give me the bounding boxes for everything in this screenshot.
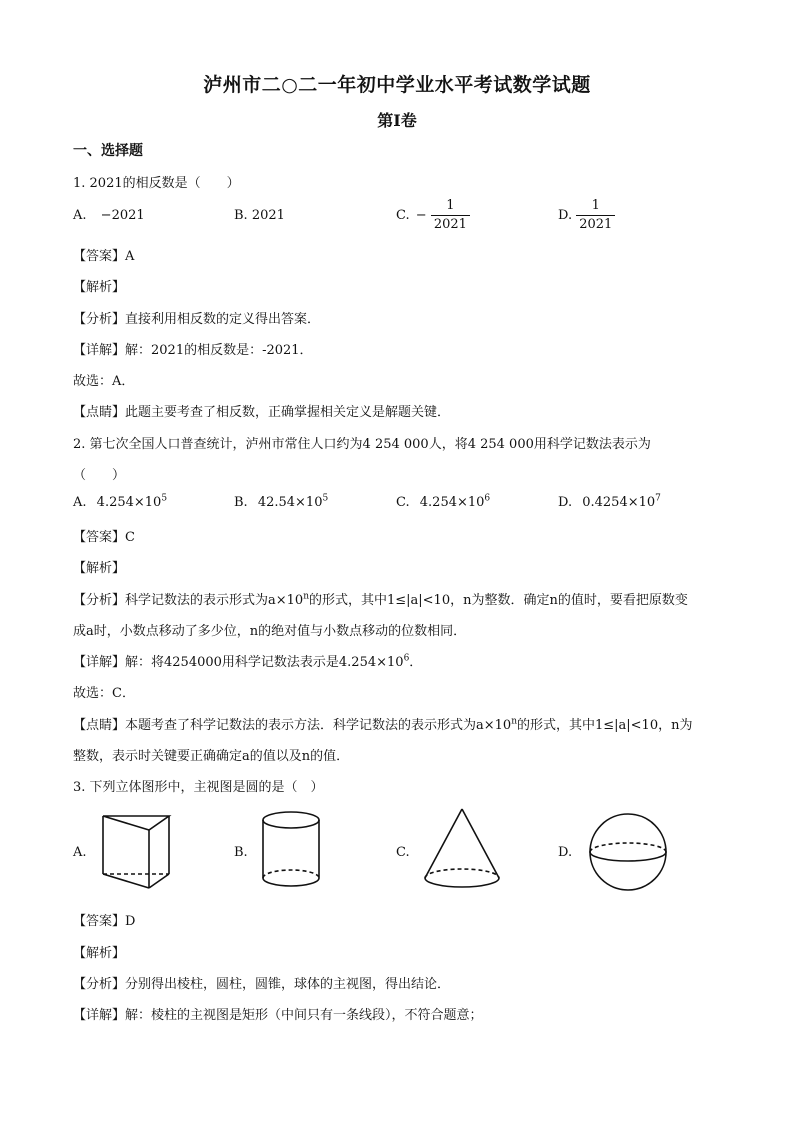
q2-option-c xyxy=(396,495,490,510)
q2-fenxi-line1 xyxy=(73,589,688,608)
q2-stem-bracket: （ ） xyxy=(73,468,126,483)
q1-xiangjie: 【详解】解：2021的相反数是：-2021． xyxy=(73,343,313,358)
fraction xyxy=(431,197,470,234)
q2-option-a xyxy=(73,495,167,510)
option-label: D. xyxy=(558,208,573,223)
option-exponent: 5 xyxy=(161,493,168,504)
q3-option-a-label: A. xyxy=(73,845,87,860)
q2-dianjing-line2: 整数，表示时关键要正确确定a的值以及n的值． xyxy=(73,749,350,764)
fraction-numerator: 1 xyxy=(431,197,470,216)
fraction-denominator: 2021 xyxy=(579,217,613,232)
q3-fenxi: 【分析】分别得出棱柱，圆柱，圆锥，球体的主视图，得出结论． xyxy=(73,977,451,992)
q2-conclusion: 故选：C． xyxy=(73,686,135,701)
q1-fenxi: 【分析】直接利用相反数的定义得出答案． xyxy=(73,312,321,327)
q1-option-c xyxy=(396,197,470,234)
option-label: C. xyxy=(396,208,410,223)
text-segment: ． xyxy=(409,655,423,670)
page-title: 泸州市二○二一年初中学业水平考试数学试题 xyxy=(203,74,591,96)
fraction-denominator: 2021 xyxy=(433,217,467,232)
text-segment: 【点睛】本题考查了科学记数法的表示方法．科学记数法的表示形式为a×10 xyxy=(73,718,512,733)
q1-option-a xyxy=(73,208,145,223)
section-heading: 一、选择题 xyxy=(73,143,143,159)
q2-option-d xyxy=(558,495,661,510)
option-exponent: 5 xyxy=(322,493,329,504)
q1-analysis-heading: 【解析】 xyxy=(73,280,126,295)
q1-option-d xyxy=(558,197,615,234)
triangular-prism-icon xyxy=(96,808,176,892)
q3-analysis-heading: 【解析】 xyxy=(73,946,126,961)
option-label: D. xyxy=(558,495,573,510)
option-exponent: 7 xyxy=(655,493,661,504)
q2-stem: 2. 第七次全国人口普查统计，泸州市常住人口约为4 254 000人，将4 254 000用科学记数法表示为 xyxy=(73,437,651,452)
exponent: 6 xyxy=(403,653,410,664)
sphere-icon xyxy=(586,810,670,894)
cone-icon xyxy=(420,806,504,892)
fraction-numerator: 1 xyxy=(576,197,615,216)
q1-dianjing: 【点睛】此题主要考查了相反数，正确掌握相关定义是解题关键． xyxy=(73,405,451,420)
option-label: A. xyxy=(73,495,87,510)
option-label: B. xyxy=(234,208,248,223)
q2-fenxi-line2: 成a时，小数点移动了多少位，n的绝对值与小数点移动的位数相同． xyxy=(73,624,467,639)
text-segment: 的形式，其中1≤|a|<10，n为整数．确定n的值时，要看把原数变 xyxy=(308,593,688,608)
option-value: −2021 xyxy=(100,208,145,223)
option-sign: − xyxy=(415,208,427,223)
option-value: 2021 xyxy=(251,208,285,223)
q1-option-b xyxy=(234,208,285,223)
q3-option-b-label: B. xyxy=(234,845,248,860)
q2-dianjing-line1 xyxy=(73,714,692,733)
q3-stem: 3. 下列立体图形中，主视图是圆的是（ ） xyxy=(73,780,324,795)
option-label: A. xyxy=(73,208,87,223)
exponent: n xyxy=(511,716,517,727)
text-segment: 的形式，其中1≤|a|<10，n为 xyxy=(516,718,693,733)
fraction xyxy=(576,197,615,234)
text-segment: 【分析】科学记数法的表示形式为a×10 xyxy=(73,593,304,608)
option-value: 42.54×10 xyxy=(257,495,323,510)
option-label: B. xyxy=(234,495,248,510)
q2-xiangjie xyxy=(73,651,422,670)
q1-stem: 1. 2021的相反数是（ ） xyxy=(73,176,240,191)
q3-answer: 【答案】D xyxy=(73,914,136,929)
option-exponent: 6 xyxy=(484,493,491,504)
exponent: n xyxy=(303,591,309,602)
q3-option-c-label: C. xyxy=(396,845,410,860)
option-value: 4.254×10 xyxy=(419,495,485,510)
q1-answer: 【答案】A xyxy=(73,249,135,264)
cylinder-icon xyxy=(258,808,324,892)
q1-conclusion: 故选：A． xyxy=(73,374,135,389)
q3-xiangjie: 【详解】解：棱柱的主视图是矩形（中间只有一条线段），不符合题意； xyxy=(73,1008,483,1023)
q3-option-d-label: D. xyxy=(558,845,573,860)
q2-answer: 【答案】C xyxy=(73,530,135,545)
q2-option-b xyxy=(234,495,328,510)
option-value: 4.254×10 xyxy=(96,495,162,510)
volume-heading: 第Ⅰ卷 xyxy=(377,111,417,130)
q2-analysis-heading: 【解析】 xyxy=(73,561,126,576)
option-value: 0.4254×10 xyxy=(582,495,656,510)
option-label: C. xyxy=(396,495,410,510)
text-segment: 【详解】解：将4254000用科学记数法表示是4.254×10 xyxy=(73,655,404,670)
